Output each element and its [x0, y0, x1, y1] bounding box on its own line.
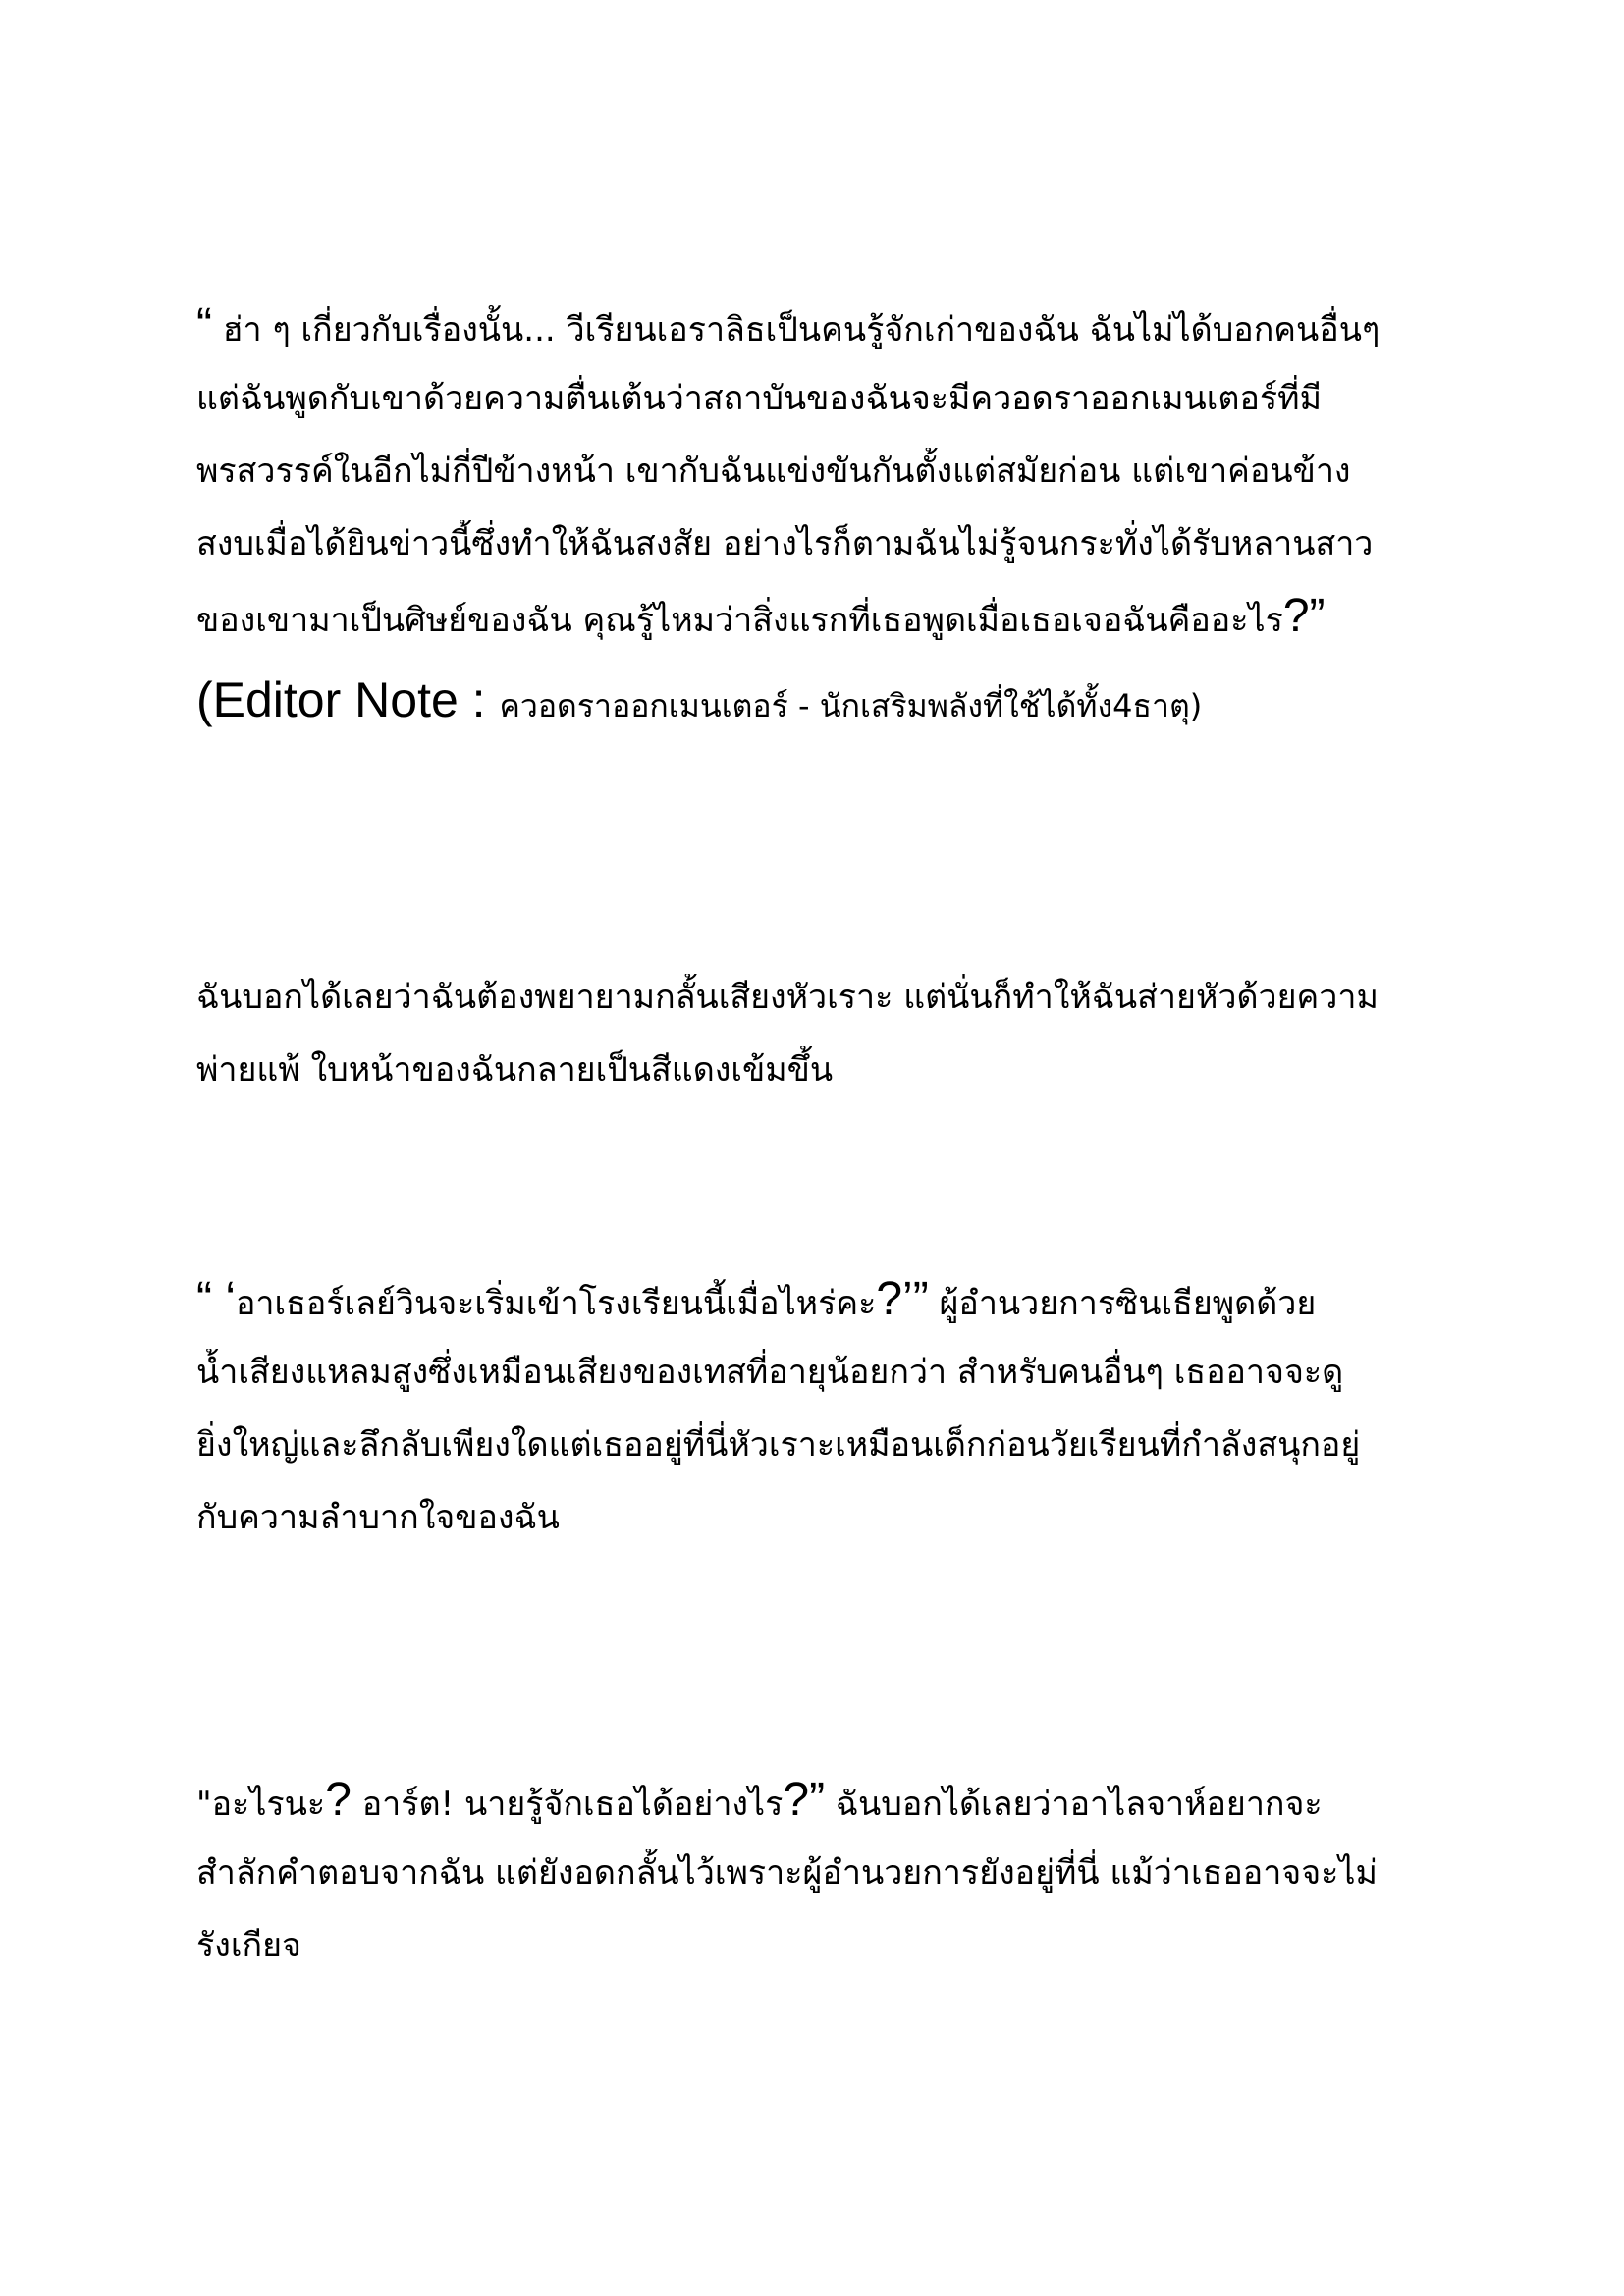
paragraph-1-line-4: [196, 520, 1463, 593]
editor-note-label: (Editor Note :: [196, 672, 500, 727]
question-mark: ?: [325, 1777, 352, 1826]
paragraph-1-line-2: [196, 375, 1463, 448]
editor-note: [196, 666, 1463, 744]
paragraph-1-line-5: [196, 593, 1463, 666]
text-line: ยิ่งใหญ่และลึกลับเพียงใดแต่เธออยู่ที่นี่หัวเราะเหมือนเด็กก่อนวัยเรียนที่กำลังสนุกอยู่: [196, 1425, 1361, 1465]
text-segment: อาร์ต! นายรู้จักเธอได้อย่างไร: [351, 1785, 784, 1824]
paragraph-4-line-1: [196, 1777, 1463, 1849]
text-line: ของเขามาเป็นศิษย์ของฉัน คุณรู้ไหมว่าสิ่งแรกที่เธอพูดเมื่อเธอเจอฉันคืออะไร: [196, 601, 1283, 640]
text-segment: ฉันบอกได้เลยว่าอาไลจาห์อยากจะ: [825, 1785, 1323, 1824]
paragraph-1-line-3: [196, 448, 1463, 520]
text-line: กับความลำบากใจของฉัน: [196, 1498, 560, 1537]
paragraph-4: [196, 1777, 1463, 1995]
paragraph-2-line-1: [196, 974, 1463, 1046]
editor-note-text: ควอดราออกเมนเตอร์ - นักเสริมพลังที่ใช้ได้ทั้ง4ธาตุ): [499, 687, 1203, 724]
text-line: น้ำเสียงแหลมสูงซึ่งเหมือนเสียงของเทสที่อายุน้อยกว่า สำหรับคนอื่นๆ เธออาจจะดู: [196, 1353, 1344, 1392]
paragraph-2: [196, 974, 1463, 1119]
paragraph-3: [196, 1276, 1463, 1567]
text-line: ฉันบอกได้เลยว่าฉันต้องพยายามกลั้นเสียงหัวเราะ แต่นั่นก็ทำให้ฉันส่ายหัวด้วยความ: [196, 978, 1379, 1017]
close-quote: ?”: [1282, 593, 1326, 642]
open-quote: “: [196, 302, 212, 351]
close-quote: ?’”: [876, 1276, 929, 1325]
text-line: รังเกียจ: [196, 1926, 301, 1965]
paragraph-1-line-1: [196, 302, 1463, 375]
text-line: พ่ายแพ้ ใบหน้าของฉันกลายเป็นสีแดงเข้มขึ้น: [196, 1050, 834, 1090]
text-line: ฮ่า ๆ เกี่ยวกับเรื่องนั้น... วีเรียนเอราลิธเป็นคนรู้จักเก่าของฉัน ฉันไม่ได้บอกคนอื่นๆ: [222, 310, 1380, 349]
text-line: อาเธอร์เลย์วินจะเริ่มเข้าโรงเรียนนี้เมื่อไหร่คะ: [235, 1284, 877, 1323]
text-line: ผู้อำนวยการซินเธียพูดด้วย: [928, 1284, 1317, 1323]
paragraph-2-line-2: [196, 1046, 1463, 1119]
paragraph-4-line-3: [196, 1922, 1463, 1995]
text-line: แต่ฉันพูดกับเขาด้วยความตื่นเต้นว่าสถาบันของฉันจะมีควอดราออกเมนเตอร์ที่มี: [196, 379, 1323, 418]
open-quote: “ ‘: [196, 1276, 236, 1325]
text-segment: "อะไรนะ: [196, 1785, 326, 1824]
paragraph-3-line-1: [196, 1276, 1463, 1349]
paragraph-3-line-3: [196, 1421, 1463, 1494]
close-quote: ?”: [783, 1777, 826, 1826]
paragraph-3-line-2: [196, 1349, 1463, 1421]
paragraph-1: [196, 302, 1463, 744]
paragraph-4-line-2: [196, 1849, 1463, 1922]
text-line: สงบเมื่อได้ยินข่าวนี้ซึ่งทำให้ฉันสงสัย อย่างไรก็ตามฉันไม่รู้จนกระทั่งได้รับหลานสาว: [196, 524, 1374, 563]
text-line: พรสวรรค์ในอีกไม่กี่ปีข้างหน้า เขากับฉันแข่งขันกันตั้งแต่สมัยก่อน แต่เขาค่อนข้าง: [196, 452, 1351, 491]
text-line: สำลักคำตอบจากฉัน แต่ยังอดกลั้นไว้เพราะผู้อำนวยการยังอยู่ที่นี่ แม้ว่าเธออาจจะไม่: [196, 1853, 1378, 1893]
paragraph-3-line-4: [196, 1494, 1463, 1567]
